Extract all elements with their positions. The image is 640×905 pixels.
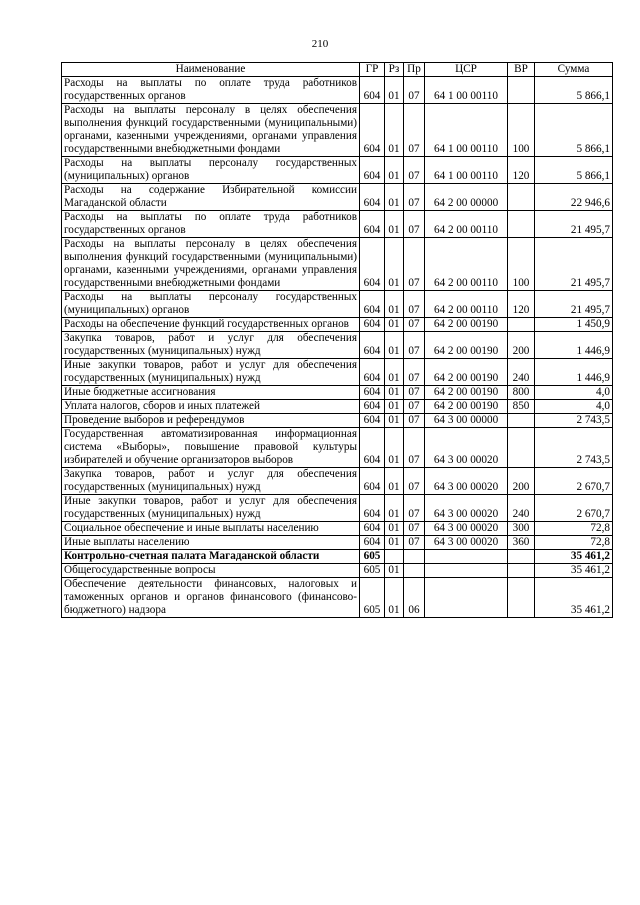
page-number: 210 [311,38,329,50]
cell-pr: 06 [404,578,425,618]
cell-gr: 604 [360,522,385,536]
cell-name: Расходы на выплаты по оплате труда работников государственных органов [62,77,360,104]
cell-vr: 850 [508,400,535,414]
cell-csr: 64 3 00 00020 [425,536,508,550]
cell-gr: 605 [360,564,385,578]
cell-vr: 100 [508,238,535,291]
header-pr: Пр [404,63,425,77]
cell-sum: 2 670,7 [535,468,613,495]
cell-csr: 64 1 00 00110 [425,77,508,104]
table-row [62,291,613,318]
cell-csr: 64 3 00 00020 [425,428,508,468]
cell-vr: 100 [508,104,535,157]
table-row [62,536,613,550]
cell-rz: 01 [385,238,404,291]
cell-csr: 64 1 00 00110 [425,157,508,184]
cell-pr: 07 [404,495,425,522]
cell-rz: 01 [385,536,404,550]
cell-rz: 01 [385,184,404,211]
header-name: Наименование [62,63,360,77]
cell-gr: 604 [360,359,385,386]
cell-gr: 604 [360,536,385,550]
cell-vr: 200 [508,468,535,495]
cell-csr [425,578,508,618]
cell-pr: 07 [404,332,425,359]
cell-name: Расходы на обеспечение функций государственных органов [62,318,360,332]
cell-pr: 07 [404,522,425,536]
cell-pr: 07 [404,414,425,428]
cell-name: Расходы на выплаты персоналу государственных (муниципальных) органов [62,291,360,318]
cell-gr: 604 [360,157,385,184]
header-rz: Рз [385,63,404,77]
cell-sum: 5 866,1 [535,104,613,157]
cell-name: Расходы на содержание Избирательной комиссии Магаданской области [62,184,360,211]
cell-vr: 120 [508,157,535,184]
cell-rz: 01 [385,386,404,400]
cell-csr: 64 2 00 00110 [425,291,508,318]
table-header-row [62,63,613,77]
table-row [62,522,613,536]
cell-sum: 1 446,9 [535,359,613,386]
cell-vr: 120 [508,291,535,318]
cell-pr: 07 [404,184,425,211]
cell-name: Проведение выборов и референдумов [62,414,360,428]
cell-csr: 64 3 00 00020 [425,522,508,536]
cell-rz: 01 [385,332,404,359]
cell-rz: 01 [385,578,404,618]
cell-csr: 64 3 00 00020 [425,468,508,495]
cell-pr: 07 [404,238,425,291]
table-row [62,550,613,564]
cell-vr [508,578,535,618]
cell-csr: 64 2 00 00190 [425,332,508,359]
cell-rz: 01 [385,428,404,468]
cell-pr: 07 [404,291,425,318]
cell-vr [508,564,535,578]
cell-pr: 07 [404,77,425,104]
cell-vr [508,77,535,104]
cell-csr: 64 2 00 00190 [425,318,508,332]
budget-table [61,62,613,618]
cell-gr: 604 [360,414,385,428]
table-row [62,428,613,468]
cell-sum: 4,0 [535,400,613,414]
table-row [62,238,613,291]
cell-sum: 21 495,7 [535,238,613,291]
table-row [62,77,613,104]
cell-name: Социальное обеспечение и иные выплаты населению [62,522,360,536]
cell-name: Закупка товаров, работ и услуг для обеспечения государственных (муниципальных) нужд [62,468,360,495]
cell-pr [404,564,425,578]
cell-name: Общегосударственные вопросы [62,564,360,578]
cell-csr: 64 2 00 00190 [425,359,508,386]
cell-vr [508,550,535,564]
cell-pr: 07 [404,468,425,495]
cell-pr: 07 [404,400,425,414]
cell-vr [508,211,535,238]
cell-csr: 64 2 00 00190 [425,400,508,414]
cell-name: Иные закупки товаров, работ и услуг для обеспечения государственных (муниципальных) нужд [62,495,360,522]
cell-pr: 07 [404,386,425,400]
cell-csr: 64 2 00 00110 [425,211,508,238]
cell-gr: 605 [360,578,385,618]
cell-vr [508,318,535,332]
header-vr: ВР [508,63,535,77]
cell-csr: 64 1 00 00110 [425,104,508,157]
table-row [62,211,613,238]
cell-gr: 604 [360,495,385,522]
cell-sum: 21 495,7 [535,291,613,318]
cell-vr [508,428,535,468]
header-gr: ГР [360,63,385,77]
cell-csr: 64 2 00 00000 [425,184,508,211]
table-row [62,386,613,400]
cell-sum: 2 743,5 [535,428,613,468]
cell-sum: 1 446,9 [535,332,613,359]
cell-vr [508,184,535,211]
cell-vr: 200 [508,332,535,359]
cell-name: Расходы на выплаты персоналу в целях обеспечения выполнения функций государственными (муниципальными) органами, казенными учреждениями, органами управления государственными внебюджетными фондами [62,104,360,157]
cell-gr: 604 [360,332,385,359]
cell-vr: 240 [508,359,535,386]
cell-sum: 4,0 [535,386,613,400]
cell-gr: 604 [360,468,385,495]
cell-name: Государственная автоматизированная информационная система «Выборы», повышение правовой культуры избирателей и обучение организаторов выборов [62,428,360,468]
cell-rz: 01 [385,522,404,536]
cell-sum: 22 946,6 [535,184,613,211]
cell-sum: 5 866,1 [535,77,613,104]
table-row [62,468,613,495]
cell-name: Расходы на выплаты персоналу государственных (муниципальных) органов [62,157,360,184]
cell-sum: 72,8 [535,536,613,550]
cell-name: Иные бюджетные ассигнования [62,386,360,400]
table-row [62,184,613,211]
cell-pr: 07 [404,428,425,468]
cell-csr: 64 3 00 00000 [425,414,508,428]
cell-sum: 35 461,2 [535,564,613,578]
cell-pr [404,550,425,564]
table-row [62,359,613,386]
cell-name: Уплата налогов, сборов и иных платежей [62,400,360,414]
cell-name: Закупка товаров, работ и услуг для обеспечения государственных (муниципальных) нужд [62,332,360,359]
cell-gr: 604 [360,104,385,157]
cell-name: Иные закупки товаров, работ и услуг для обеспечения государственных (муниципальных) нужд [62,359,360,386]
cell-gr: 604 [360,318,385,332]
cell-gr: 604 [360,428,385,468]
cell-rz: 01 [385,468,404,495]
cell-rz: 01 [385,414,404,428]
cell-sum: 72,8 [535,522,613,536]
cell-sum: 1 450,9 [535,318,613,332]
cell-vr: 300 [508,522,535,536]
cell-pr: 07 [404,536,425,550]
table-body [62,77,613,618]
table-row [62,318,613,332]
cell-rz: 01 [385,318,404,332]
cell-sum: 21 495,7 [535,211,613,238]
cell-gr: 604 [360,211,385,238]
cell-sum: 2 743,5 [535,414,613,428]
cell-name: Расходы на выплаты по оплате труда работников государственных органов [62,211,360,238]
cell-vr [508,414,535,428]
cell-pr: 07 [404,211,425,238]
cell-rz: 01 [385,77,404,104]
cell-gr: 604 [360,77,385,104]
cell-rz: 01 [385,157,404,184]
cell-vr: 800 [508,386,535,400]
table-row [62,332,613,359]
cell-csr: 64 2 00 00190 [425,386,508,400]
cell-gr: 604 [360,386,385,400]
cell-rz: 01 [385,104,404,157]
cell-csr [425,564,508,578]
cell-name: Расходы на выплаты персоналу в целях обеспечения выполнения функций государственными (муниципальными) органами, казенными учреждениями, органами управления государственными внебюджетными фондами [62,238,360,291]
table-row [62,104,613,157]
table-row [62,157,613,184]
cell-sum: 2 670,7 [535,495,613,522]
cell-vr: 240 [508,495,535,522]
cell-gr: 604 [360,291,385,318]
table-row [62,564,613,578]
cell-csr: 64 2 00 00110 [425,238,508,291]
cell-rz: 01 [385,564,404,578]
cell-pr: 07 [404,104,425,157]
cell-rz: 01 [385,400,404,414]
cell-pr: 07 [404,318,425,332]
header-sum: Сумма [535,63,613,77]
cell-rz: 01 [385,291,404,318]
table-row [62,414,613,428]
cell-gr: 604 [360,184,385,211]
table-row [62,495,613,522]
cell-rz: 01 [385,359,404,386]
cell-name: Обеспечение деятельности финансовых, налоговых и таможенных органов и органов финансового (финансово-бюджетного) надзора [62,578,360,618]
cell-name: Иные выплаты населению [62,536,360,550]
cell-sum: 35 461,2 [535,550,613,564]
header-csr: ЦСР [425,63,508,77]
cell-pr: 07 [404,359,425,386]
cell-gr: 604 [360,400,385,414]
cell-sum: 35 461,2 [535,578,613,618]
table-row [62,400,613,414]
cell-sum: 5 866,1 [535,157,613,184]
cell-csr [425,550,508,564]
cell-csr: 64 3 00 00020 [425,495,508,522]
cell-gr: 605 [360,550,385,564]
cell-pr: 07 [404,157,425,184]
cell-rz: 01 [385,495,404,522]
cell-rz [385,550,404,564]
cell-gr: 604 [360,238,385,291]
cell-vr: 360 [508,536,535,550]
cell-rz: 01 [385,211,404,238]
cell-name: Контрольно-счетная палата Магаданской области [62,550,360,564]
table-row [62,578,613,618]
